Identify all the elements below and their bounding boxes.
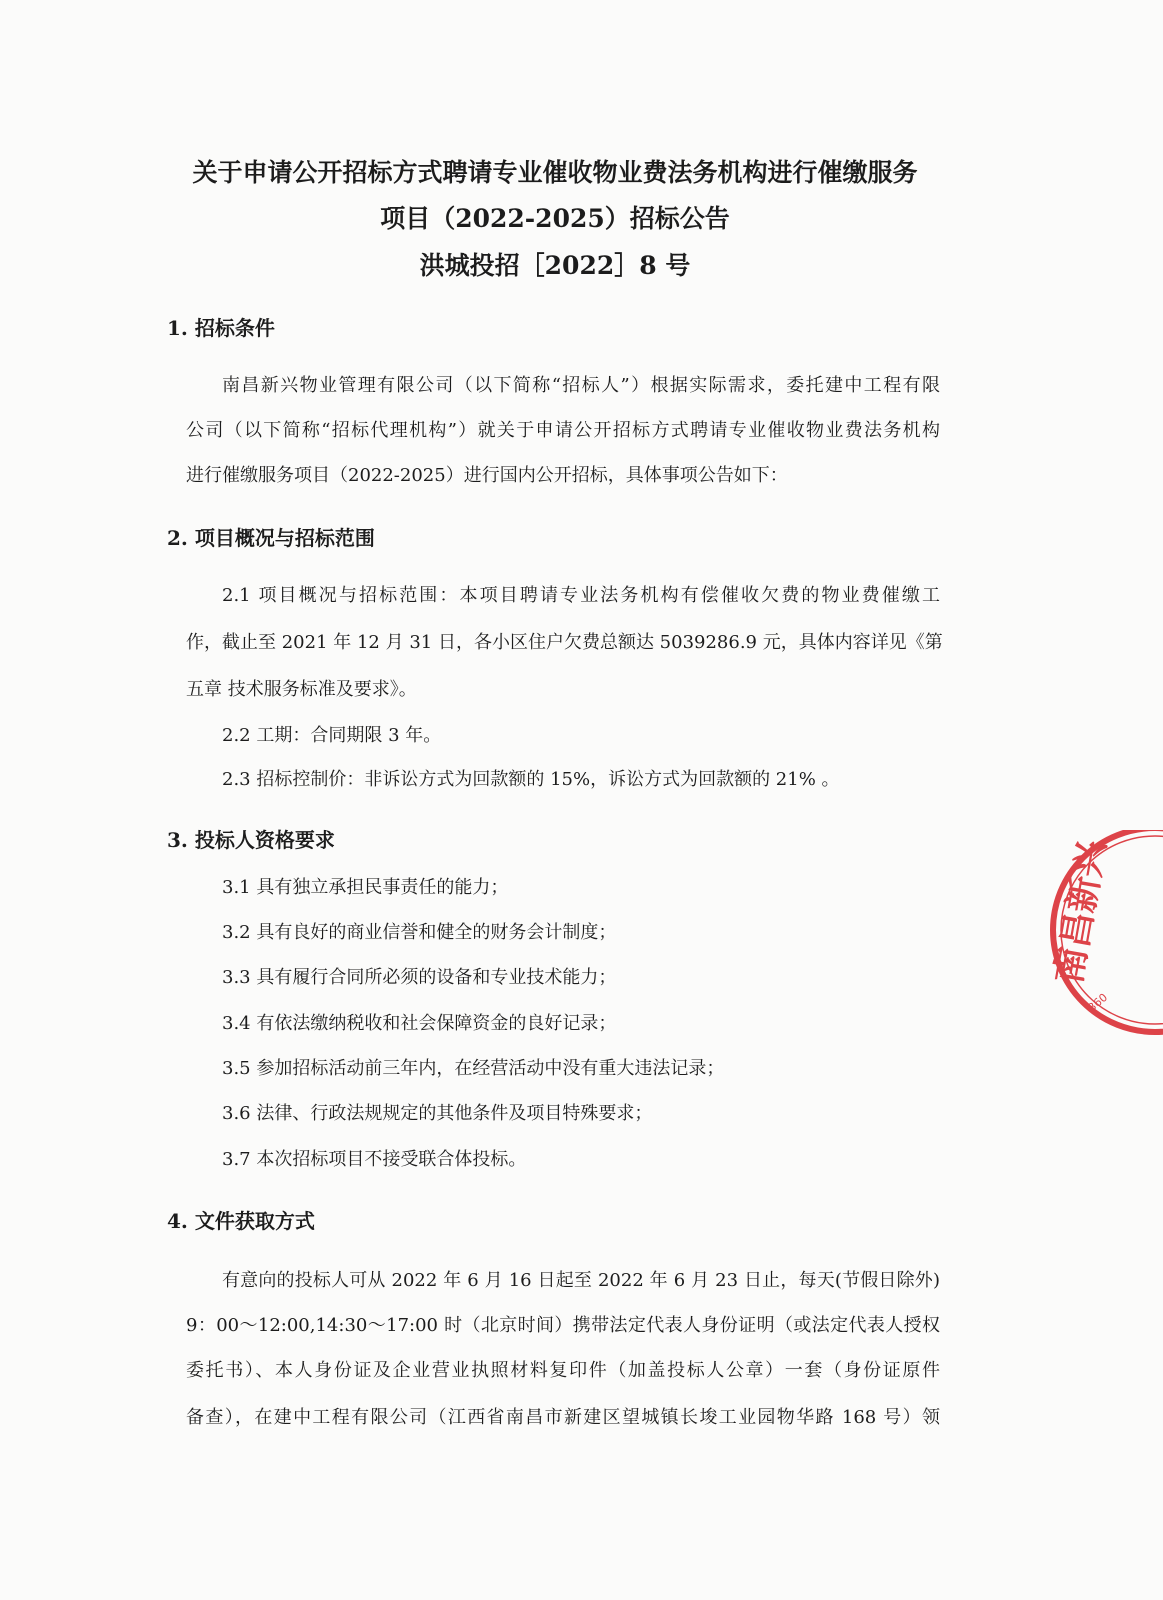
paragraph-line: 2.1 项目概况与招标范围：本项目聘请专业法务机构有偿催收欠费的物业费催缴工 <box>222 585 940 606</box>
paragraph-line: 进行催缴服务项目（2022-2025）进行国内公开招标，具体事项公告如下： <box>186 465 788 486</box>
svg-text:南昌新兴: 南昌新兴 <box>1048 837 1114 987</box>
paragraph-line: 2.3 招标控制价：非诉讼方式为回款额的 15%，诉讼方式为回款额的 21% 。 <box>222 769 840 790</box>
section-heading-2: 2. 项目概况与招标范围 <box>167 526 375 550</box>
company-seal <box>1040 830 1163 1050</box>
list-item: 3.2 具有良好的商业信誉和健全的财务会计制度； <box>222 922 617 943</box>
svg-text:360: 360 <box>1085 990 1111 1015</box>
list-item: 3.4 有依法缴纳税收和社会保障资金的良好记录； <box>222 1013 617 1034</box>
section-heading-3: 3. 投标人资格要求 <box>167 828 335 852</box>
list-item: 3.3 具有履行合同所必须的设备和专业技术能力； <box>222 967 617 988</box>
list-item: 3.1 具有独立承担民事责任的能力； <box>222 877 509 898</box>
paragraph-line: 9：00～12:00,14:30～17:00 时（北京时间）携带法定代表人身份证明（或法定代表人授权 <box>186 1315 940 1336</box>
section-heading-1: 1. 招标条件 <box>167 316 275 340</box>
paragraph-line: 有意向的投标人可从 2022 年 6 月 16 日起至 2022 年 6 月 23 日止，每天(节假日除外) <box>222 1270 940 1291</box>
paragraph-line: 南昌新兴物业管理有限公司（以下简称“招标人”）根据实际需求，委托建中工程有限 <box>222 375 940 396</box>
paragraph-line: 五章 技术服务标准及要求》。 <box>186 679 417 700</box>
paragraph-line: 公司（以下简称“招标代理机构”）就关于申请公开招标方式聘请专业催收物业费法务机构 <box>186 420 940 441</box>
list-item: 3.5 参加招标活动前三年内，在经营活动中没有重大违法记录； <box>222 1058 725 1079</box>
title-line-1: 关于申请公开招标方式聘请专业催收物业费法务机构进行催缴服务 <box>192 158 918 187</box>
list-item: 3.6 法律、行政法规规定的其他条件及项目特殊要求； <box>222 1103 653 1124</box>
list-item: 3.7 本次招标项目不接受联合体投标。 <box>222 1149 527 1170</box>
title-line-2: 项目（2022-2025）招标公告 <box>380 204 730 233</box>
paragraph-line: 备查），在建中工程有限公司（江西省南昌市新建区望城镇长埈工业园物华路 168 号）领 <box>186 1407 940 1428</box>
paragraph-line: 2.2 工期：合同期限 3 年。 <box>222 725 442 746</box>
paragraph-line: 作，截止至 2021 年 12 月 31 日，各小区住户欠费总额达 5039286.9 元，具体内容详见《第 <box>186 632 943 653</box>
section-heading-4: 4. 文件获取方式 <box>167 1209 315 1233</box>
paragraph-line: 委托书）、本人身份证及企业营业执照材料复印件（加盖投标人公章）一套（身份证原件 <box>186 1360 940 1381</box>
document-number: 洪城投招［2022］8 号 <box>419 251 691 280</box>
